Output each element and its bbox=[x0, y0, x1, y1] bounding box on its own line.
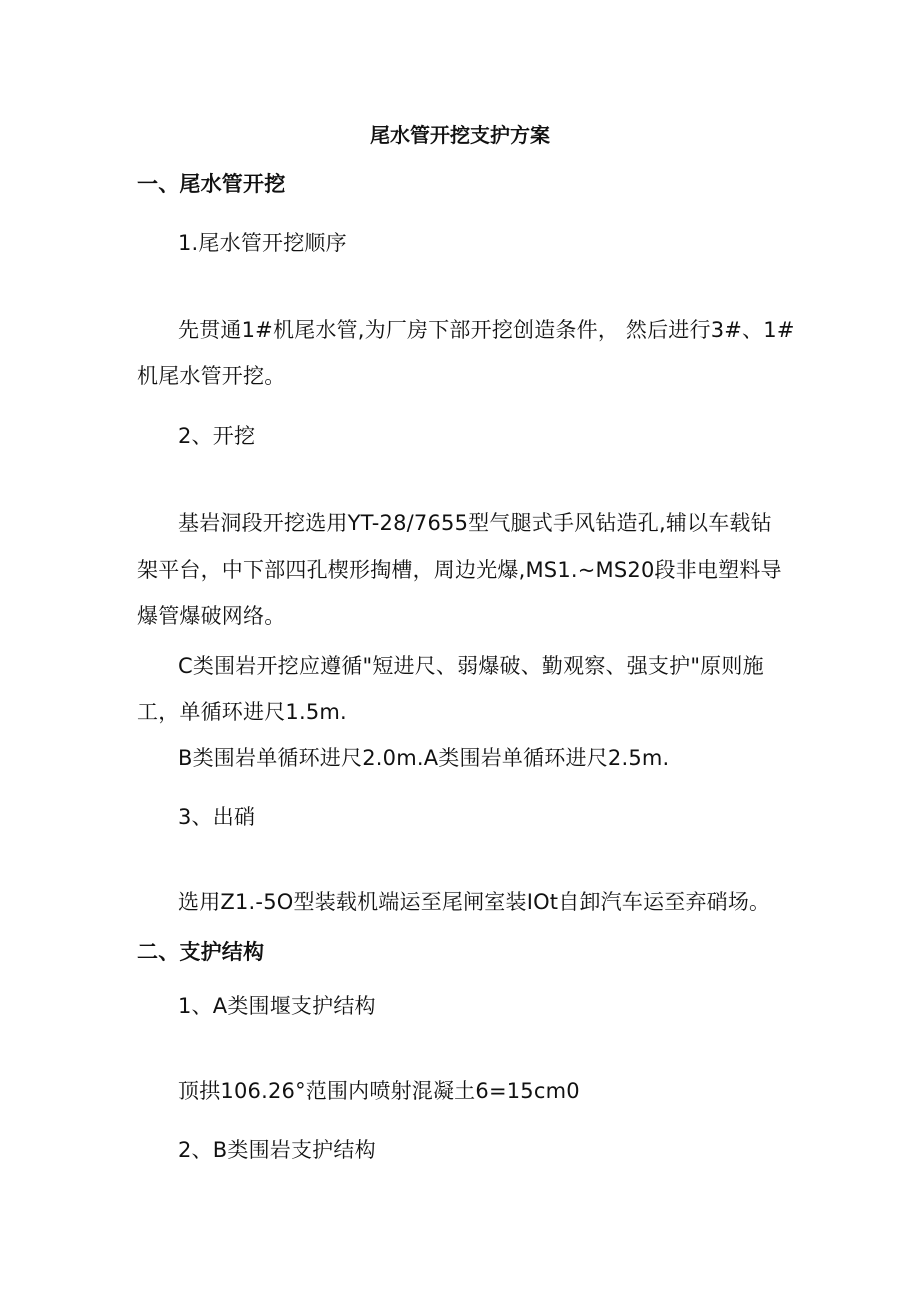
section-heading-excavation: 一、尾水管开挖 bbox=[137, 172, 286, 196]
subheading-class-b-support: 2、B类围岩支护结构 bbox=[178, 1138, 376, 1162]
paragraph-bedrock-line-2: 架平台，中下部四孔楔形掏槽，周边光爆,MS1.~MS20段非电塑料导 bbox=[137, 558, 782, 582]
subheading-excavation-sequence: 1.尾水管开挖顺序 bbox=[178, 231, 347, 255]
paragraph-sequence-line-2: 机尾水管开挖。 bbox=[137, 364, 286, 388]
subheading-excavation: 2、开挖 bbox=[178, 424, 256, 448]
paragraph-muck-removal: 选用Z1.-5O型装载机端运至尾闸室装IOt自卸汽车运至弃硝场。 bbox=[178, 890, 771, 914]
section-heading-support: 二、支护结构 bbox=[137, 940, 265, 964]
subheading-muck-removal: 3、出硝 bbox=[178, 805, 256, 829]
paragraph-class-b-a: B类围岩单循环进尺2.0m.A类围岩单循环进尺2.5m. bbox=[178, 746, 670, 770]
paragraph-sequence-line-1: 先贯通1#机尾水管,为厂房下部开挖创造条件， 然后进行3#、1# bbox=[178, 318, 795, 342]
paragraph-class-c-line-2: 工，单循环进尺1.5m. bbox=[137, 700, 347, 724]
paragraph-bedrock-line-1: 基岩洞段开挖选用YT-28/7655型气腿式手风钻造孔,辅以车载钻 bbox=[178, 511, 772, 535]
paragraph-class-c-line-1: C类围岩开挖应遵循"短进尺、弱爆破、勤观察、强支护"原则施 bbox=[178, 654, 764, 678]
document-title: 尾水管开挖支护方案 bbox=[370, 123, 550, 147]
subheading-class-a-support: 1、A类围堰支护结构 bbox=[178, 994, 376, 1018]
paragraph-bedrock-line-3: 爆管爆破网络。 bbox=[137, 604, 286, 628]
paragraph-class-a-support: 顶拱106.26°范围内喷射混凝土6=15cm0 bbox=[178, 1079, 580, 1103]
